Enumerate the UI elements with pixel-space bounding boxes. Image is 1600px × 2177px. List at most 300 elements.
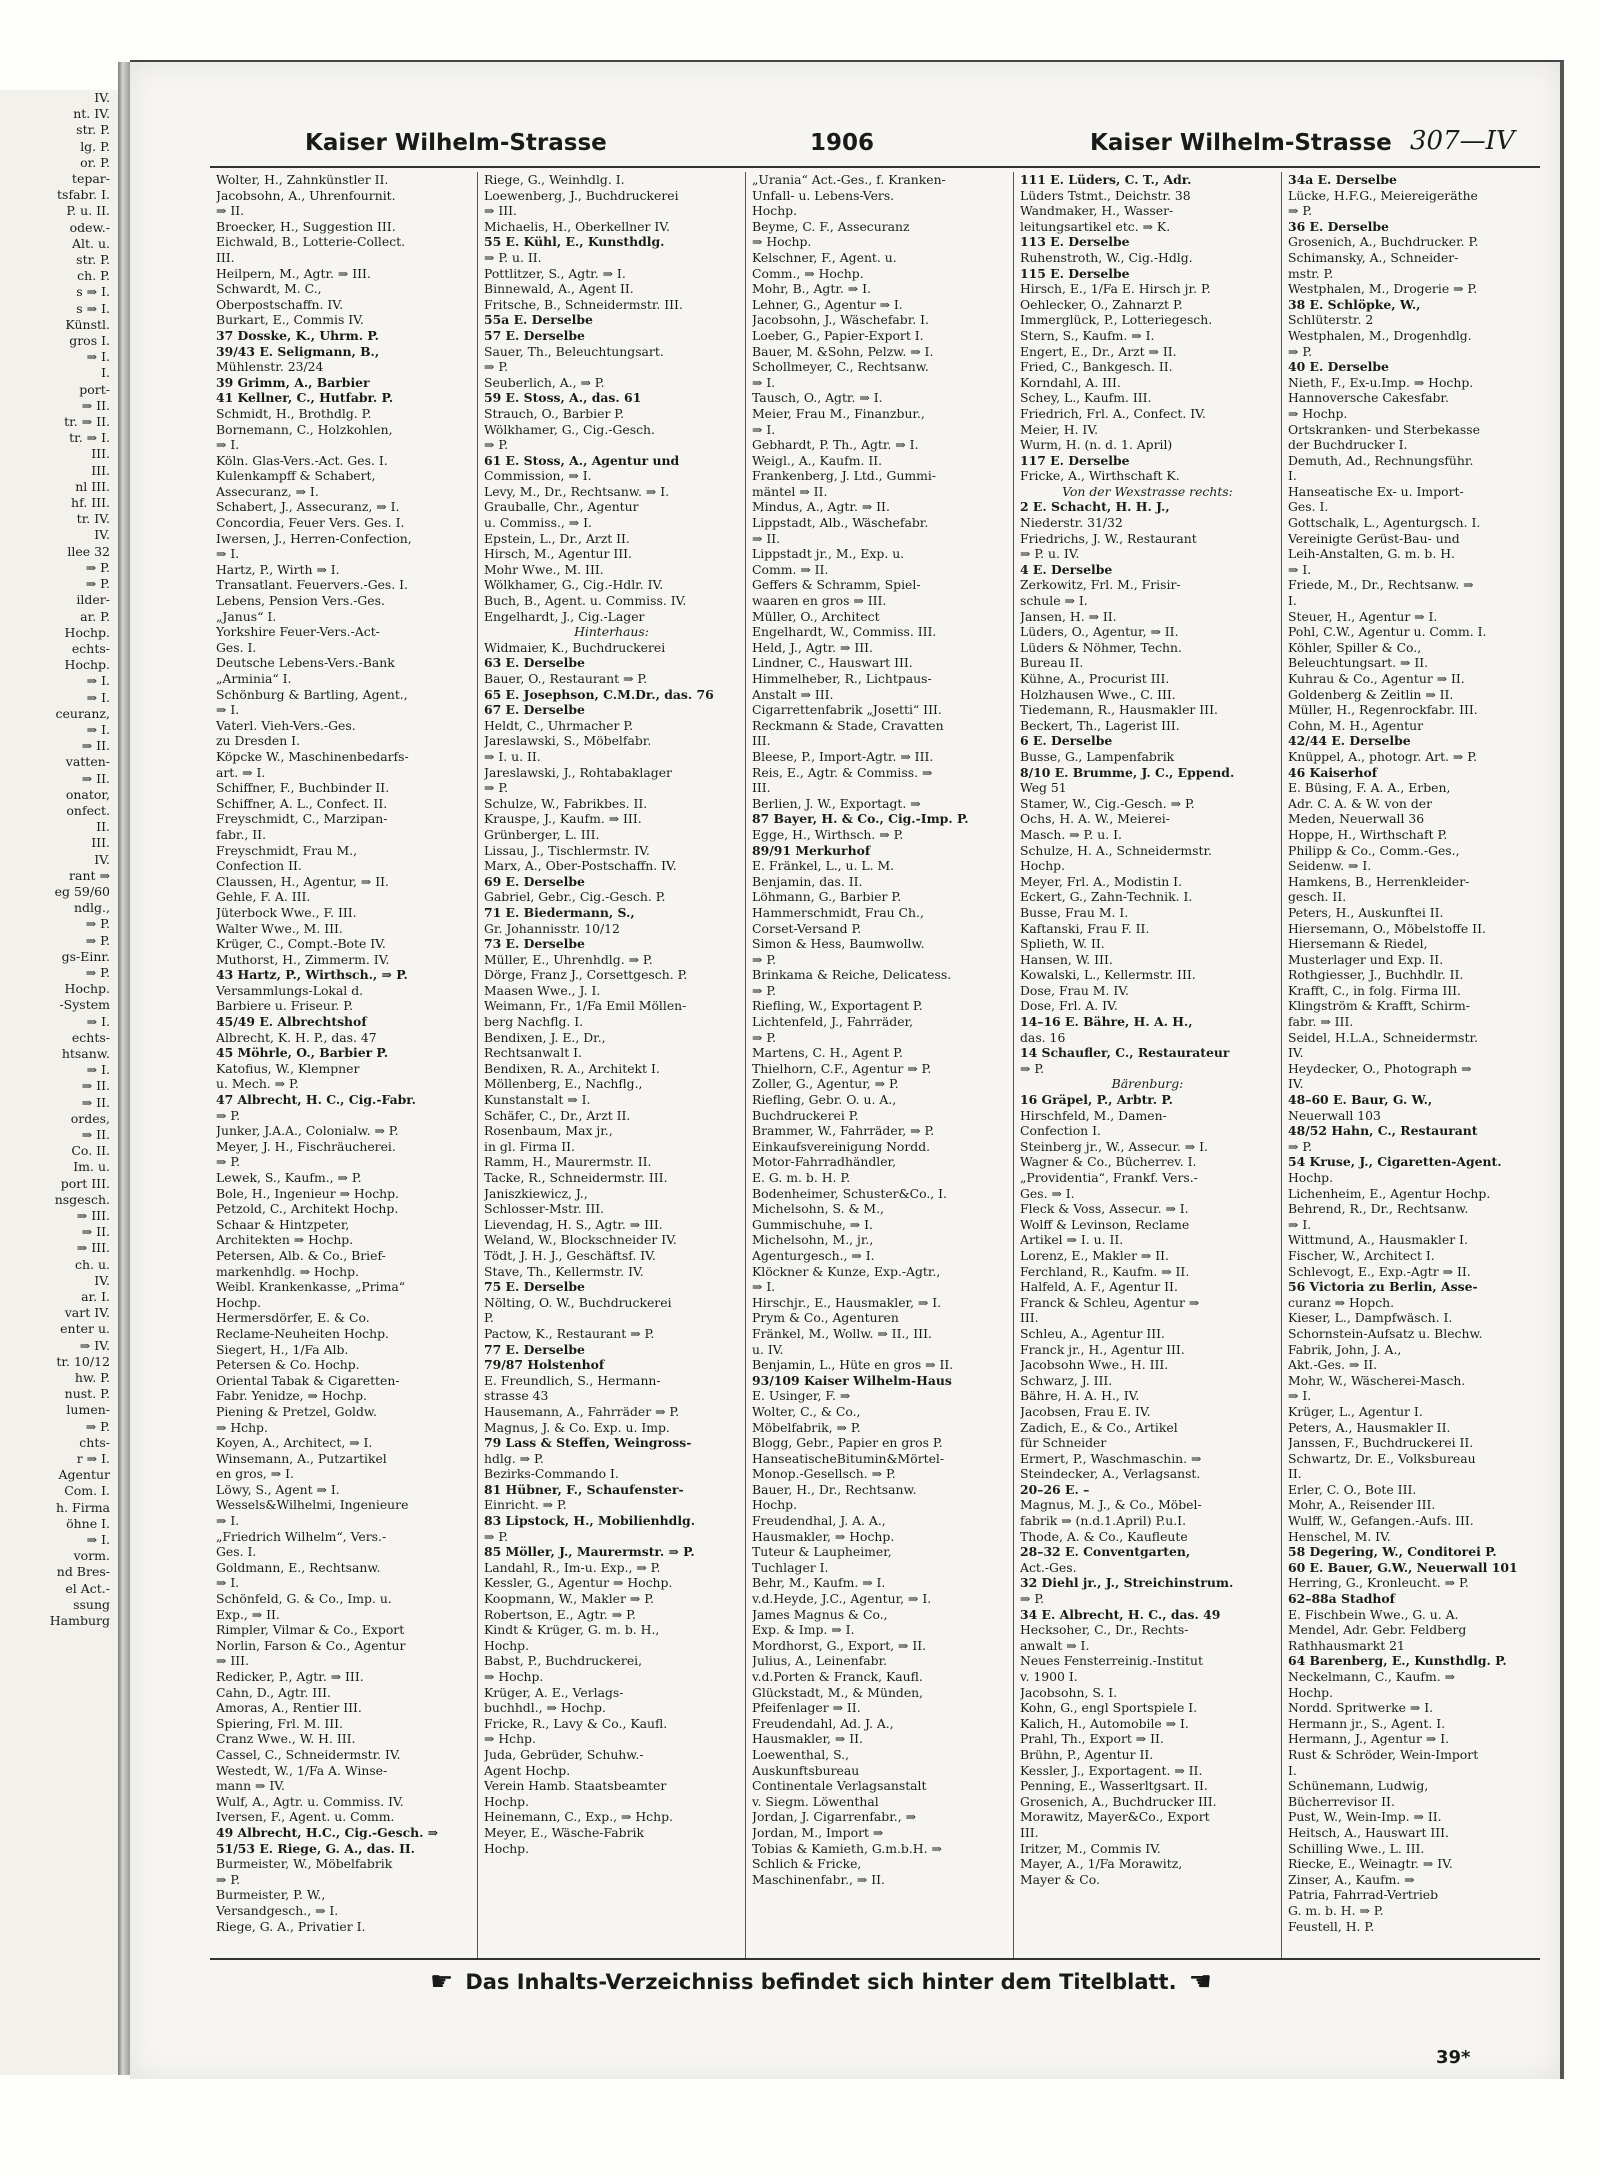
directory-entry: Barbiere u. Friseur. P. xyxy=(216,998,354,1014)
directory-entry: v. 1900 I. xyxy=(1020,1669,1078,1684)
directory-entry: Bauer, M. &Sohn, Pelzw. ⇒ I. xyxy=(752,343,934,359)
previous-page-fragment: IV. xyxy=(94,90,110,105)
previous-page-fragment: P. u. II. xyxy=(66,203,110,219)
address-number-entry: 40 E. Derselbe xyxy=(1288,359,1389,375)
directory-entry: IV. xyxy=(1288,1076,1304,1092)
directory-entry: Hochp. xyxy=(216,1294,262,1310)
directory-entry: Schmidt, H., Brothdlg. P. xyxy=(216,405,372,421)
directory-entry: Bodenheimer, Schuster&Co., I. xyxy=(752,1185,947,1201)
directory-entry: Iversen, F., Agent. u. Comm. xyxy=(216,1809,395,1825)
directory-entry: Behr, M., Kaufm. ⇒ I. xyxy=(752,1575,886,1591)
previous-page-fragment: Im. u. xyxy=(73,1159,110,1175)
directory-entry: ⇒ P. xyxy=(484,437,509,453)
directory-entry: v. Siegm. Löwenthal xyxy=(752,1793,879,1809)
directory-entry: Brinkama & Reiche, Delicatess. xyxy=(752,967,952,983)
directory-entry: Kieser, L., Dampfwäsch. I. xyxy=(1288,1310,1453,1326)
directory-entry: Benjamin, das. II. xyxy=(752,873,863,889)
directory-entry: mann ⇒ IV. xyxy=(216,1778,285,1794)
directory-entry: Monop.-Gesellsch. ⇒ P. xyxy=(752,1466,896,1482)
directory-entry: Beleuchtungsart. ⇒ II. xyxy=(1288,655,1429,671)
previous-page-fragment: tsfabr. I. xyxy=(57,187,110,203)
directory-entry: Weigl., A., Kaufm. II. xyxy=(752,452,883,468)
directory-entry: Architekten ⇒ Hochp. xyxy=(216,1232,354,1248)
directory-entry: zu Dresden I. xyxy=(216,733,301,749)
directory-entry: Hermann jr., S., Agent. I. xyxy=(1288,1715,1446,1731)
directory-entry: Mohr, W., Wäscherei-Masch. xyxy=(1288,1372,1466,1388)
directory-entry: Zadich, E., & Co., Artikel xyxy=(1020,1419,1178,1435)
directory-entry: Weg 51 xyxy=(1020,780,1067,796)
directory-entry: Thode, A. & Co., Kaufleute xyxy=(1020,1528,1188,1544)
previous-page-fragment: Alt. u. xyxy=(71,235,110,251)
directory-entry: Heldt, C., Uhrmacher P. xyxy=(484,717,634,733)
directory-entry: Nieth, F., Ex-u.Imp. ⇒ Hochp. xyxy=(1288,374,1474,390)
directory-entry: Mohr, B., Agtr. ⇒ I. xyxy=(752,281,871,297)
directory-entry: Weimann, Fr., 1/Fa Emil Möllen- xyxy=(484,998,687,1014)
directory-entry: Oehlecker, O., Zahnarzt P. xyxy=(1020,296,1183,312)
directory-entry: Fricke, R., Lavy & Co., Kaufl. xyxy=(484,1715,668,1731)
directory-entry: Weland, W., Blockschneider IV. xyxy=(484,1232,677,1248)
directory-entry: Siegert, H., 1/Fa Alb. xyxy=(216,1341,349,1357)
directory-entry: Friedrichs, J. W., Restaurant xyxy=(1020,530,1197,546)
directory-entry: Ges. I. xyxy=(1288,499,1329,515)
directory-entry: Mayer, A., 1/Fa Morawitz, xyxy=(1020,1856,1183,1872)
directory-entry: ⇒ P. xyxy=(484,359,509,375)
directory-entry: Hochp. xyxy=(1288,1684,1334,1700)
directory-entry: Eichwald, B., Lotterie-Collect. xyxy=(216,234,406,250)
directory-entry: Katofius, W., Klempner xyxy=(216,1060,360,1076)
directory-entry: Stern, S., Kaufm. ⇒ I. xyxy=(1020,327,1155,343)
header-rule xyxy=(210,166,1540,168)
directory-entry: ⇒ P. xyxy=(1288,203,1313,219)
previous-page-fragment: hf. III. xyxy=(71,495,110,511)
directory-entry: Prahl, Th., Export ⇒ II. xyxy=(1020,1731,1164,1747)
directory-entry: Hiersemann, O., Möbelstoffe II. xyxy=(1288,920,1486,936)
previous-page-edge xyxy=(0,90,120,2075)
directory-entry: HanseatischeBitumin&Mörtel- xyxy=(752,1450,945,1466)
directory-entry: „Arminia“ I. xyxy=(216,671,292,686)
directory-entry: ⇒ III. xyxy=(216,1653,249,1669)
directory-entry: Loewenberg, J., Buchdruckerei xyxy=(484,187,679,203)
previous-page-fragment: nust. P. xyxy=(64,1386,110,1402)
directory-entry: Penning, E., Wasserltgsart. II. xyxy=(1020,1778,1208,1794)
previous-page-fragment: Com. I. xyxy=(64,1483,110,1499)
directory-entry: Loeber, G., Papier-Export I. xyxy=(752,327,924,343)
directory-entry: Schulze, W., Fabrikbes. II. xyxy=(484,795,648,811)
directory-entry: Beckert, Th., Lagerist III. xyxy=(1020,717,1180,733)
directory-entry: Koopmann, W., Makler ⇒ P. xyxy=(484,1591,654,1607)
directory-entry: Bezirks-Commando I. xyxy=(484,1466,619,1482)
directory-entry: Mendel, Adr. Gebr. Feldberg xyxy=(1288,1622,1467,1638)
directory-entry: fabrik ⇒ (n.d.1.April) P.u.I. xyxy=(1020,1513,1187,1529)
directory-entry: Bendixen, J. E., Dr., xyxy=(484,1029,606,1045)
directory-entry: Wulf, A., Agtr. u. Commiss. IV. xyxy=(216,1793,404,1809)
directory-entry: Bleese, P., Import-Agtr. ⇒ III. xyxy=(752,748,934,764)
directory-entry: ⇒ P. xyxy=(1288,1138,1313,1154)
directory-entry: P. xyxy=(484,1310,494,1326)
directory-entry: Wulff, W., Gefangen.-Aufs. III. xyxy=(1288,1513,1474,1529)
directory-entry: Fritsche, B., Schneidermstr. III. xyxy=(484,296,683,312)
previous-page-fragment: öhne I. xyxy=(66,1515,110,1531)
directory-entry: v.d.Porten & Franck, Kaufl. xyxy=(752,1669,923,1684)
directory-entry: G. m. b. H. ⇒ P. xyxy=(1288,1902,1384,1918)
previous-page-fragment: ar. P. xyxy=(80,608,110,624)
directory-entry: Meyer, J. H., Fischräucherei. xyxy=(216,1138,396,1154)
directory-entry: Knüppel, A., photogr. Art. ⇒ P. xyxy=(1288,748,1478,764)
directory-entry: Lichtenfeld, J., Fahrräder, xyxy=(752,1014,914,1030)
directory-entry: ⇒ III. xyxy=(484,203,517,219)
address-number-entry: 4 E. Derselbe xyxy=(1020,561,1113,577)
directory-entry: Bauer, O., Restaurant ⇒ P. xyxy=(484,671,648,686)
directory-entry: v.d.Heyde, J.C., Agentur, ⇒ I. xyxy=(752,1591,932,1607)
year: 1906 xyxy=(810,130,875,156)
previous-page-fragment: htsanw. xyxy=(61,1045,110,1061)
previous-page-fragment: III. xyxy=(91,462,110,478)
directory-entry: ⇒ Hchp. xyxy=(484,1731,536,1747)
directory-entry: Steindecker, A., Verlagsanst. xyxy=(1020,1466,1201,1482)
directory-entry: curanz ⇒ Hopch. xyxy=(1288,1294,1395,1310)
address-number-entry: 93/109 Kaiser Wilhelm-Haus xyxy=(752,1372,952,1388)
directory-entry: schule ⇒ I. xyxy=(1020,593,1088,609)
directory-entry: gesch. II. xyxy=(1288,889,1347,905)
directory-entry: Kulenkampff & Schabert, xyxy=(216,468,376,484)
directory-entry: markenhdlg. ⇒ Hochp. xyxy=(216,1263,359,1279)
directory-entry: Akt.-Ges. ⇒ II. xyxy=(1288,1357,1378,1373)
directory-entry: ⇒ Hochp. xyxy=(752,234,812,250)
directory-entry: Neues Fensterreinig.-Institut xyxy=(1020,1653,1203,1669)
directory-entry: Bücherrevisor II. xyxy=(1288,1793,1395,1809)
directory-entry: Schulze, H. A., Schneidermstr. xyxy=(1020,842,1212,858)
directory-entry: Oberpostschaffn. IV. xyxy=(216,296,344,312)
directory-entry: Bornemann, C., Holzkohlen, xyxy=(216,421,393,437)
directory-entry: Hirschfeld, M., Damen- xyxy=(1020,1107,1167,1123)
directory-entry: Wittmund, A., Hausmakler I. xyxy=(1288,1232,1468,1248)
directory-entry: Hochp. xyxy=(752,203,798,219)
address-number-entry: 6 E. Derselbe xyxy=(1020,733,1113,749)
previous-page-fragment: ceuranz, xyxy=(55,705,110,721)
directory-entry: Lindner, C., Hauswart III. xyxy=(752,655,913,671)
directory-entry: ⇒ I. xyxy=(216,1513,240,1529)
directory-entry: Hartz, P., Wirth ⇒ I. xyxy=(216,561,340,577)
address-number-entry: 36 E. Derselbe xyxy=(1288,218,1389,234)
previous-page-fragment: Hochp. xyxy=(64,624,110,640)
previous-page-fragment: ⇒ II. xyxy=(81,1224,110,1240)
directory-entry: Artikel ⇒ I. u. II. xyxy=(1020,1232,1124,1248)
previous-page-fragment: Hamburg xyxy=(49,1613,110,1629)
directory-entry: Jareslawski, S., Möbelfabr. xyxy=(484,733,652,749)
previous-page-fragment: ilder- xyxy=(76,592,110,608)
directory-entry: Prym & Co., Agenturen xyxy=(752,1310,899,1326)
directory-entry: Köhler, Spiller & Co., xyxy=(1288,639,1422,655)
directory-entry: Winsemann, A., Putzartikel xyxy=(216,1450,387,1466)
address-number-entry: 75 E. Derselbe xyxy=(484,1279,585,1295)
directory-entry: Hoppe, H., Wirthschaft P. xyxy=(1288,826,1448,842)
directory-entry: Westphalen, M., Drogerie ⇒ P. xyxy=(1288,281,1478,297)
previous-page-fragment: onfect. xyxy=(66,802,110,818)
directory-entry: Hansen, W. III. xyxy=(1020,951,1113,967)
directory-entry: Transatlant. Feuervers.-Ges. I. xyxy=(216,577,408,593)
directory-entry: Michelsohn, M., jr., xyxy=(752,1232,874,1248)
previous-page-fragment: r ⇒ I. xyxy=(76,1451,110,1467)
directory-entry: Cigarrettenfabrik „Josetti“ III. xyxy=(752,702,942,718)
address-number-entry: 58 Degering, W., Conditorei P. xyxy=(1288,1544,1497,1560)
directory-entry: Steinberg jr., W., Assecur. ⇒ I. xyxy=(1020,1138,1208,1154)
directory-entry: E. Freundlich, S., Hermann- xyxy=(484,1372,661,1388)
directory-entry: Heydecker, O., Photograph ⇒ xyxy=(1288,1060,1472,1076)
directory-entry: Korndahl, A. III. xyxy=(1020,374,1121,390)
previous-page-fragment: IV. xyxy=(94,851,110,867)
directory-entry: Agenturgesch., ⇒ I. xyxy=(752,1247,875,1263)
directory-entry: Behrend, R., Dr., Rechtsanw. xyxy=(1288,1201,1469,1217)
previous-page-fragment: eg 59/60 xyxy=(54,883,110,899)
directory-entry: Wessels&Wilhelmi, Ingenieure xyxy=(216,1497,409,1513)
directory-entry: Niederstr. 31/32 xyxy=(1020,515,1123,531)
directory-entry: Lüders Tstmt., Deichstr. 38 xyxy=(1020,187,1191,203)
directory-entry: Epstein, L., Dr., Arzt II. xyxy=(484,530,630,546)
directory-entry: ⇒ I. xyxy=(216,1575,240,1591)
directory-entry: Lorenz, E., Makler ⇒ II. xyxy=(1020,1247,1169,1263)
previous-page-fragment: llee 32 xyxy=(67,543,110,559)
directory-entry: mstr. P. xyxy=(1288,265,1334,281)
directory-entry: Gabriel, Gebr., Cig.-Gesch. P. xyxy=(484,889,666,905)
previous-page-fragment: nd Bres- xyxy=(56,1564,110,1580)
directory-entry: strasse 43 xyxy=(484,1388,549,1404)
directory-entry: Adr. C. A. & W. von der xyxy=(1288,795,1433,811)
directory-entry: Petersen, Alb. & Co., Brief- xyxy=(216,1247,386,1263)
directory-entry: Amoras, A., Rentier III. xyxy=(216,1700,362,1716)
previous-page-fragment: ⇒ III. xyxy=(76,1240,110,1256)
directory-entry: Leih-Anstalten, G. m. b. H. xyxy=(1288,546,1455,562)
directory-entry: Engelhardt, W., Commiss. III. xyxy=(752,624,937,640)
address-number-entry: 79/87 Holstenhof xyxy=(484,1357,605,1373)
previous-page-fragment: ⇒ P. xyxy=(85,576,110,592)
directory-entry: Fried, C., Bankgesch. II. xyxy=(1020,359,1173,375)
directory-entry: Lebens, Pension Vers.-Ges. xyxy=(216,593,385,609)
footer-notice: Das Inhalts-Verzeichniss befindet sich hinter dem Titelblatt. xyxy=(465,1970,1177,1994)
directory-entry: Lissau, J., Tischlermstr. IV. xyxy=(484,842,650,858)
directory-entry: Schiffner, A. L., Confect. II. xyxy=(216,795,388,811)
directory-entry: Jordan, M., Import ⇒ xyxy=(752,1824,884,1840)
directory-entry: E. Fischbein Wwe., G. u. A. xyxy=(1288,1606,1459,1622)
directory-entry: Klingström & Krafft, Schirm- xyxy=(1288,998,1470,1014)
directory-entry: Busse, Frau M. I. xyxy=(1020,904,1129,920)
address-number-entry: 57 E. Derselbe xyxy=(484,327,585,343)
previous-page-fragment: gros I. xyxy=(69,333,110,349)
directory-entry: Hermersdörfer, E. & Co. xyxy=(216,1310,370,1326)
directory-entry: Comm. ⇒ II. xyxy=(752,561,829,577)
address-number-entry: 14–16 E. Bähre, H. A. H., xyxy=(1020,1014,1193,1030)
directory-entry: Claussen, H., Agentur, ⇒ II. xyxy=(216,873,389,889)
directory-entry: Engelhardt, J., Cig.-Lager xyxy=(484,608,645,624)
address-number-entry: 61 E. Stoss, A., Agentur und xyxy=(484,452,680,468)
previous-page-fragment: ⇒ I. xyxy=(86,721,110,737)
previous-page-fragment: III. xyxy=(91,446,110,462)
directory-entry: Lievendag, H. S., Agtr. ⇒ III. xyxy=(484,1216,663,1232)
directory-entry: Confection II. xyxy=(216,858,302,874)
directory-entry: Broecker, H., Suggestion III. xyxy=(216,218,396,234)
street-name-right: Kaiser Wilhelm-Strasse xyxy=(1090,130,1392,156)
previous-page-fragment: port III. xyxy=(60,1175,110,1191)
directory-entry: Grauballe, Chr., Agentur xyxy=(484,499,639,515)
directory-entry: Jacobsohn, S. I. xyxy=(1020,1684,1118,1700)
directory-entry: Act.-Ges. xyxy=(1020,1559,1077,1575)
previous-page-fragment: nl III. xyxy=(75,478,110,494)
directory-entry: hdlg. ⇒ P. xyxy=(484,1450,544,1466)
previous-page-fragment: s ⇒ I. xyxy=(76,300,110,316)
directory-entry: Petzold, C., Architekt Hochp. xyxy=(216,1201,399,1217)
directory-entry: III. xyxy=(752,733,771,749)
directory-entry: Schilling Wwe., L. III. xyxy=(1288,1840,1425,1856)
directory-entry: Egge, H., Wirthsch. ⇒ P. xyxy=(752,826,904,842)
directory-entry: u. Mech. ⇒ P. xyxy=(216,1076,299,1092)
directory-entry: Ges. ⇒ I. xyxy=(1020,1185,1075,1201)
directory-entry: Schwartz, Dr. E., Volksbureau xyxy=(1288,1450,1476,1466)
directory-entry: Kowalski, L., Kellermstr. III. xyxy=(1020,967,1196,983)
address-number-entry: 20–26 E. – xyxy=(1020,1481,1090,1497)
directory-entry: Tuchlager I. xyxy=(752,1559,829,1575)
address-number-entry: 111 E. Lüders, C. T., Adr. xyxy=(1020,172,1192,187)
directory-entry: Westedt, W., 1/Fa A. Winse- xyxy=(216,1762,388,1778)
book-gutter xyxy=(118,62,130,2075)
previous-page-fragment: ⇒ III. xyxy=(76,1208,110,1224)
directory-entry: das. 16 xyxy=(1020,1029,1066,1045)
directory-entry: Buch, B., Agent. u. Commiss. IV. xyxy=(484,593,687,609)
directory-entry: ⇒ P. xyxy=(752,1029,777,1045)
previous-page-fragment: ⇒ II. xyxy=(81,770,110,786)
address-number-entry: 64 Barenberg, E., Kunsthdlg. P. xyxy=(1288,1653,1507,1669)
directory-entry: Versammlungs-Lokal d. xyxy=(216,982,364,998)
directory-entry: Busse, G., Lampenfabrik xyxy=(1020,748,1175,764)
directory-entry: Loewenthal, S., xyxy=(752,1746,850,1762)
previous-page-fragment: tr. ⇒ II. xyxy=(64,414,110,430)
directory-entry: Grosenich, A., Buchdrucker. P. xyxy=(1288,234,1479,250)
directory-entry: III. xyxy=(752,780,771,796)
directory-entry: Klöckner & Kunze, Exp.-Agtr., xyxy=(752,1263,941,1279)
directory-entry: Riege, G., Weinhdlg. I. xyxy=(484,172,625,187)
directory-entry: Spiering, Frl. M. III. xyxy=(216,1715,343,1731)
address-number-entry: 37 Dosske, K., Uhrm. P. xyxy=(216,327,379,343)
previous-page-fragment: ⇒ II. xyxy=(81,1127,110,1142)
previous-page-fragment: ⇒ I. xyxy=(86,1532,110,1548)
directory-entry: Brammer, W., Fahrräder, ⇒ P. xyxy=(752,1123,935,1139)
address-number-entry: 63 E. Derselbe xyxy=(484,655,585,671)
directory-entry: Petersen & Co. Hochp. xyxy=(216,1357,360,1373)
directory-entry: Jüterbock Wwe., F. III. xyxy=(216,904,357,920)
previous-page-fragment: ⇒ I. xyxy=(86,1062,110,1078)
directory-entry: Cohn, M. H., Agentur xyxy=(1288,717,1424,733)
directory-entry: Comm., ⇒ Hochp. xyxy=(752,265,864,281)
previous-page-fragment: ⇒ IV. xyxy=(79,1337,110,1353)
directory-entry: Glückstadt, M., & Münden, xyxy=(752,1684,924,1700)
address-number-entry: 79 Lass & Steffen, Weingross- xyxy=(484,1435,692,1451)
directory-entry: Pohl, C.W., Agentur u. Comm. I. xyxy=(1288,624,1487,640)
directory-entry: Michaelis, H., Oberkellner IV. xyxy=(484,218,670,234)
directory-entry: Iwersen, J., Herren-Confection, xyxy=(216,530,412,546)
directory-entry: Schönfeld, G. & Co., Imp. u. xyxy=(216,1591,392,1607)
previous-page-fragment: ch. P. xyxy=(77,268,110,284)
directory-entry: Strauch, O., Barbier P. xyxy=(484,405,625,421)
directory-entry: Weibl. Krankenkasse, „Prima“ xyxy=(216,1279,406,1295)
directory-entry: Steuer, H., Agentur ⇒ I. xyxy=(1288,608,1438,624)
directory-entry: Müller, E., Uhrenhdlg. ⇒ P. xyxy=(484,951,653,967)
previous-page-fragment: vatten- xyxy=(65,754,110,770)
section-subheading: Bärenburg: xyxy=(1111,1076,1184,1092)
directory-entry: für Schneider xyxy=(1020,1435,1107,1451)
address-number-entry: 45/49 E. Albrechtshof xyxy=(216,1014,367,1030)
directory-entry: Auskunftsbureau xyxy=(752,1762,860,1778)
directory-entry: ⇒ P. xyxy=(752,951,777,967)
directory-entry: Franck & Schleu, Agentur ⇒ xyxy=(1020,1294,1200,1310)
previous-page-fragment: str. P. xyxy=(76,122,110,138)
directory-entry: Magnus, M. J., & Co., Möbel- xyxy=(1020,1497,1202,1513)
directory-entry: Vaterl. Vieh-Vers.-Ges. xyxy=(216,717,356,733)
directory-entry: Rathhausmarkt 21 xyxy=(1288,1637,1405,1653)
directory-entry: Kuhrau & Co., Agentur ⇒ II. xyxy=(1288,671,1465,686)
directory-entry: Meyer, Frl. A., Modistin I. xyxy=(1020,873,1183,889)
directory-entry: Albrecht, K. H. P., das. 47 xyxy=(216,1029,377,1045)
directory-entry: Krauspe, J., Kaufm. ⇒ III. xyxy=(484,811,642,827)
directory-entry: III. xyxy=(1020,1824,1039,1840)
directory-entry: Ges. I. xyxy=(216,1544,257,1560)
page-header xyxy=(210,122,1550,170)
directory-entry: „Janus“ I. xyxy=(216,608,277,624)
directory-entry: Tobias & Kamieth, G.m.b.H. ⇒ xyxy=(752,1840,942,1856)
directory-entry: I. xyxy=(1288,1762,1297,1778)
address-number-entry: 83 Lipstock, H., Mobilienhdlg. xyxy=(484,1513,696,1529)
directory-entry: Schornstein-Aufsatz u. Blechw. xyxy=(1288,1325,1483,1341)
previous-page-fragment: ordes, xyxy=(70,1110,110,1126)
directory-entry: Cassel, C., Schneidermstr. IV. xyxy=(216,1746,401,1762)
address-number-entry: 51/53 E. Riege, G. A., das. II. xyxy=(216,1840,415,1856)
directory-entry: Piening & Pretzel, Goldw. xyxy=(216,1403,377,1419)
directory-entry: Jacobsen, Frau E. IV. xyxy=(1020,1403,1151,1419)
directory-entry: Möbelfabrik, ⇒ P. xyxy=(752,1419,861,1435)
directory-entry: Krüger, L., Agentur I. xyxy=(1288,1403,1423,1419)
previous-page-fragment: odew.- xyxy=(69,219,110,235)
address-number-entry: 43 Hartz, P., Wirthsch., ⇒ P. xyxy=(216,967,408,983)
directory-entry: Ruhenstroth, W., Cig.-Hdlg. xyxy=(1020,249,1193,265)
directory-entry: Bähre, H. A. H., IV. xyxy=(1020,1388,1140,1404)
directory-entry: Seidel, H.L.A., Schneidermstr. xyxy=(1288,1029,1479,1045)
directory-entry: Tiedemann, R., Hausmakler III. xyxy=(1020,702,1218,718)
address-number-entry: 39 Grimm, A., Barbier xyxy=(216,374,370,390)
directory-entry: Verein Hamb. Staatsbeamter xyxy=(484,1778,667,1794)
directory-entry: Marx, A., Ober-Postschaffn. IV. xyxy=(484,858,677,874)
address-number-entry: 62–88a Stadhof xyxy=(1288,1591,1395,1607)
directory-entry: ⇒ I. xyxy=(216,437,240,453)
directory-entry: Bole, H., Ingenieur ⇒ Hochp. xyxy=(216,1185,399,1201)
previous-page-fragment: ⇒ II. xyxy=(81,738,110,754)
address-number-entry: 59 E. Stoss, A., das. 61 xyxy=(484,390,642,406)
previous-page-fragment: port- xyxy=(79,381,110,397)
directory-entry: ⇒ I. xyxy=(1288,1216,1312,1232)
directory-entry: Löwy, S., Agent ⇒ I. xyxy=(216,1481,340,1497)
directory-entry: Janssen, F., Buchdruckerei II. xyxy=(1288,1435,1474,1451)
directory-entry: Martens, C. H., Agent P. xyxy=(752,1045,903,1061)
directory-entry: Hammerschmidt, Frau Ch., xyxy=(752,904,924,920)
directory-entry: Beyme, C. F., Assecuranz xyxy=(752,218,910,234)
address-number-entry: 54 Kruse, J., Cigaretten-Agent. xyxy=(1288,1154,1502,1170)
directory-entry: Einricht. ⇒ P. xyxy=(484,1497,567,1513)
directory-entry: Fleck & Voss, Assecur. ⇒ I. xyxy=(1020,1201,1189,1217)
previous-page-fragment: tr. ⇒ I. xyxy=(69,430,110,446)
directory-entry: Dörge, Franz J., Corsettgesch. P. xyxy=(484,967,688,983)
previous-page-fragment: nsgesch. xyxy=(54,1191,110,1207)
directory-entry: ⇒ P. xyxy=(484,780,509,796)
directory-entry: Pfeifenlager ⇒ II. xyxy=(752,1700,861,1716)
directory-entry: Gummischuhe, ⇒ I. xyxy=(752,1216,873,1232)
directory-entry: Binnewald, A., Agent II. xyxy=(484,281,634,297)
previous-page-fragment: Hochp. xyxy=(64,981,110,997)
